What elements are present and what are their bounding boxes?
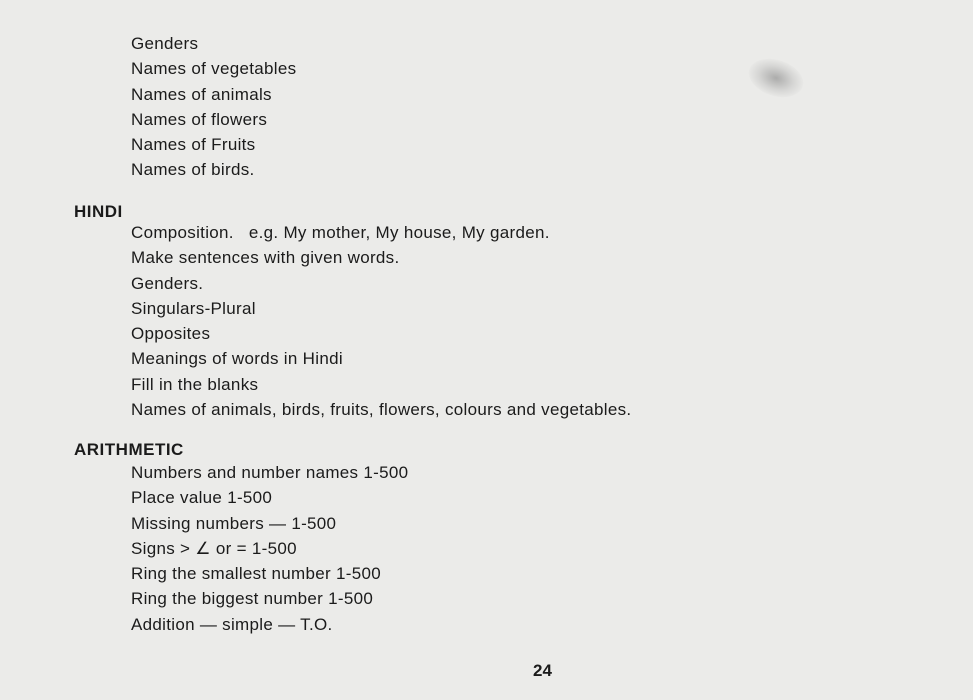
arithmetic-heading: ARITHMETIC (74, 440, 184, 459)
hindi-heading: HINDI (74, 202, 123, 221)
smudge-mark (744, 52, 808, 104)
document-page: Genders Names of vegetables Names of animals Names of flowers Names of Fruits Names of birds. HINDI Composition. e.g. My mother, My house, My garden. Make sentences with given words. Genders. Singulars-Plural Opposites Meanings of words in Hindi Fill in the blanks Names of animals, birds, fruits, flowers, colours and vegetables. ARITHMETIC Numbers and number names 1-500 Place value 1-500 Missing numbers — 1-500 Signs > ∠ or = 1-500 Ring the smallest number 1-500 Ring the biggest number 1-500 Addition — simple — T.O. 24 (0, 0, 973, 700)
page-number: 24 (533, 661, 552, 680)
